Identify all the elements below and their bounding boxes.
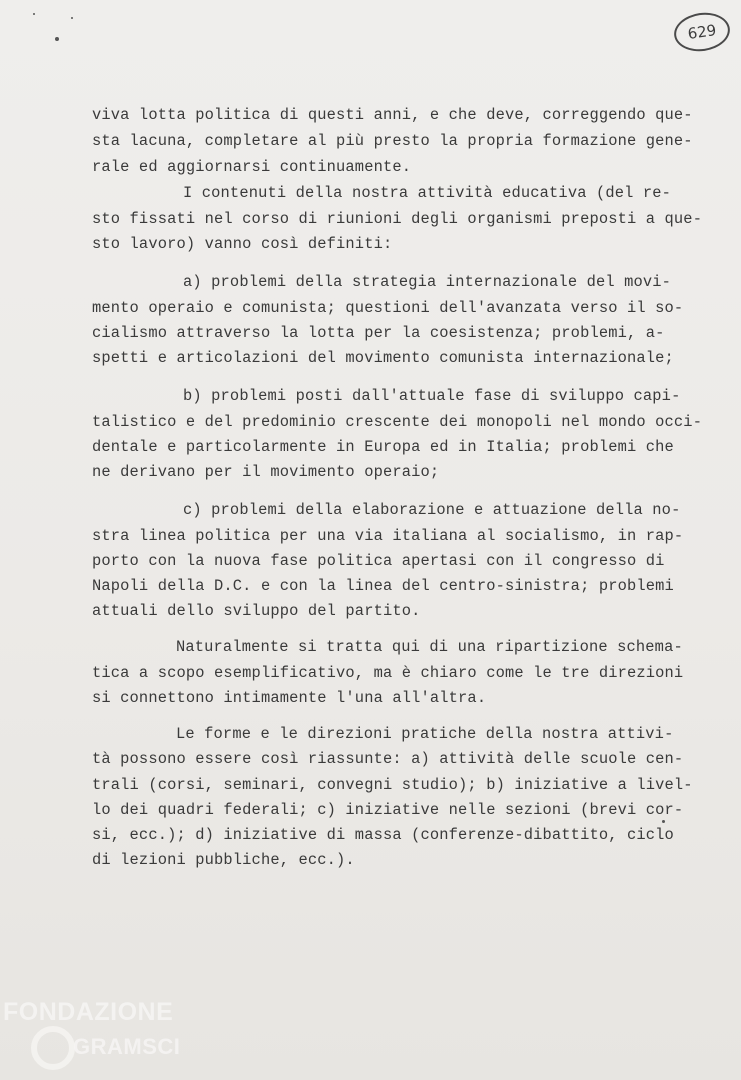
text-line: rale ed aggiornarsi continuamente. (92, 158, 412, 176)
text-line: lo dei quadri federali; c) iniziative nelle sezioni (brevi cor- (92, 801, 684, 819)
watermark-g-emblem (34, 1029, 72, 1067)
text-line: a) problemi della strategia internazionale del movi- (183, 273, 672, 291)
text-line: mento operaio e comunista; questioni dell'avanzata verso il so- (92, 299, 684, 317)
text-line: di lezioni pubbliche, ecc.). (92, 851, 355, 869)
scan-speck (33, 13, 35, 15)
text-line: si, ecc.); d) iniziative di massa (conferenze-dibattito, ciclo (92, 826, 674, 844)
text-line: sta lacuna, completare al più presto la propria formazione gene- (92, 132, 693, 150)
text-line: viva lotta politica di questi anni, e che deve, correggendo que- (92, 106, 693, 124)
text-line: b) problemi posti dall'attuale fase di sviluppo capi- (183, 387, 681, 405)
text-line: ne derivano per il movimento operaio; (92, 463, 440, 481)
page-number: 629 (686, 21, 718, 43)
text-line: attuali dello sviluppo del partito. (92, 602, 421, 620)
text-line: tà possono essere così riassunte: a) attività delle scuole cen- (92, 750, 684, 768)
scan-speck (71, 17, 73, 19)
text-line: si connettono intimamente l'una all'altra. (92, 689, 487, 707)
text-line: sto fissati nel corso di riunioni degli organismi preposti a que- (92, 210, 703, 228)
text-line: c) problemi della elaborazione e attuazione della no- (183, 501, 681, 519)
fondazione-gramsci-watermark (3, 990, 203, 1075)
watermark-line2: GRAMSCI (73, 1034, 181, 1059)
text-line: stra linea politica per una via italiana al socialismo, in rap- (92, 527, 684, 545)
page-number-stamp (672, 9, 733, 54)
text-line: Napoli della D.C. e con la linea del centro-sinistra; problemi (92, 577, 674, 595)
text-line: I contenuti della nostra attività educativa (del re- (183, 184, 672, 202)
text-line: dentale e particolarmente in Europa ed in Italia; problemi che (92, 438, 674, 456)
watermark-line1: FONDAZIONE (3, 998, 174, 1026)
text-line: tica a scopo esemplificativo, ma è chiaro come le tre direzioni (92, 664, 684, 682)
text-line: sto lavoro) vanno così definiti: (92, 235, 393, 253)
scan-speck (55, 37, 59, 41)
watermark-logo (3, 990, 203, 1075)
text-line: Naturalmente si tratta qui di una ripartizione schema- (176, 638, 683, 656)
text-line: talistico e del predominio crescente dei monopoli nel mondo occi- (92, 413, 703, 431)
text-line: spetti e articolazioni del movimento comunista internazionale; (92, 349, 674, 367)
text-line: cialismo attraverso la lotta per la coesistenza; problemi, a- (92, 324, 665, 342)
text-line: trali (corsi, seminari, convegni studio); b) iniziative a livel- (92, 776, 693, 794)
text-line: Le forme e le direzioni pratiche della nostra attivi- (176, 725, 674, 743)
text-line: porto con la nuova fase politica apertasi con il congresso di (92, 552, 665, 570)
